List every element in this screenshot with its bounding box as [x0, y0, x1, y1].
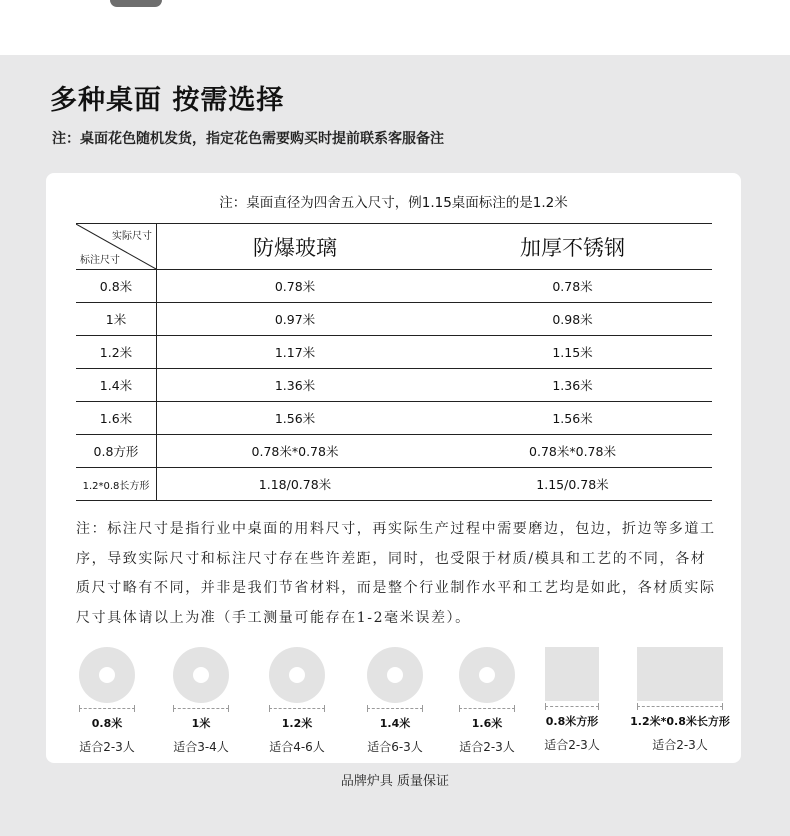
- shape-label: 0.8米: [91, 717, 123, 730]
- dimension-line: [459, 708, 515, 715]
- table-row: [76, 468, 712, 501]
- rectangle-table-icon: [637, 647, 723, 701]
- shape-label: 1.6米: [471, 717, 503, 730]
- corner-actual-label: 实际尺寸: [112, 231, 152, 242]
- shape-label: 0.8米方形: [545, 715, 599, 728]
- dimension-line: [367, 708, 423, 715]
- round-table-icon: [79, 647, 135, 703]
- table-row: [76, 435, 712, 468]
- round-table-icon: [367, 647, 423, 703]
- color-note: 注：桌面花色随机发货，指定花色需要购买时提前联系客服备注: [52, 131, 444, 147]
- shape-item-0.8: [72, 647, 142, 755]
- steel-size: 0.78米*0.78米: [433, 435, 712, 468]
- round-table-icon: [269, 647, 325, 703]
- shape-label: 1.4米: [379, 717, 411, 730]
- glass-size: 1.18/0.78米: [157, 468, 434, 501]
- row-label: 1.2米: [76, 336, 157, 369]
- shape-item-1: [166, 647, 236, 755]
- shape-capacity: 适合4-6人: [269, 740, 325, 754]
- dimension-line: [173, 708, 229, 715]
- steel-size: 0.78米: [433, 270, 712, 303]
- dimension-line: [269, 708, 325, 715]
- column-header-glass: 防爆玻璃: [157, 224, 434, 270]
- shape-label: 1.2米: [281, 717, 313, 730]
- row-label: 0.8方形: [76, 435, 157, 468]
- row-label: 1米: [76, 303, 157, 336]
- column-header-steel: 加厚不锈钢: [433, 224, 712, 270]
- corner-cell: [76, 224, 157, 270]
- shape-item-1.6: [452, 647, 522, 755]
- glass-size: 0.78米*0.78米: [157, 435, 434, 468]
- top-smudge: [110, 0, 162, 7]
- steel-size: 0.98米: [433, 303, 712, 336]
- row-label: 0.8米: [76, 270, 157, 303]
- row-label: 1.6米: [76, 402, 157, 435]
- row-label: 1.2*0.8长方形: [76, 468, 157, 501]
- glass-size: 0.97米: [157, 303, 434, 336]
- dimension-line: [545, 706, 599, 713]
- steel-size: 1.15米: [433, 336, 712, 369]
- shape-item-rectangle: [622, 647, 738, 753]
- glass-size: 1.56米: [157, 402, 434, 435]
- glass-size: 0.78米: [157, 270, 434, 303]
- table-header-row: [76, 224, 712, 270]
- square-table-icon: [545, 647, 599, 701]
- steel-size: 1.36米: [433, 369, 712, 402]
- shape-capacity: 适合3-4人: [173, 740, 229, 754]
- shape-capacity: 适合2-3人: [79, 740, 135, 754]
- top-strip: [0, 0, 790, 55]
- shape-label: 1米: [191, 717, 211, 730]
- row-label: 1.4米: [76, 369, 157, 402]
- steel-size: 1.56米: [433, 402, 712, 435]
- table-row: [76, 270, 712, 303]
- glass-size: 1.17米: [157, 336, 434, 369]
- brand-slogan: 品牌炉具 质量保证: [340, 774, 450, 789]
- shape-capacity: 适合2-3人: [459, 740, 515, 754]
- size-table: [76, 223, 712, 501]
- table-row: [76, 336, 712, 369]
- page-title: 多种桌面 按需选择: [50, 85, 285, 116]
- dimension-line: [637, 706, 723, 713]
- shape-label: 1.2米*0.8米长方形: [630, 715, 730, 728]
- glass-size: 1.36米: [157, 369, 434, 402]
- steel-size: 1.15/0.78米: [433, 468, 712, 501]
- table-row: [76, 303, 712, 336]
- shape-item-1.2: [262, 647, 332, 755]
- rounding-note: 注：桌面直径为四舍五入尺寸，例1.15桌面标注的是1.2米: [219, 195, 568, 211]
- shape-capacity: 适合6-3人: [367, 740, 423, 754]
- table-row: [76, 369, 712, 402]
- shape-item-1.4: [360, 647, 430, 755]
- corner-nominal-label: 标注尺寸: [80, 255, 120, 266]
- round-table-icon: [173, 647, 229, 703]
- shape-capacity: 适合2-3人: [652, 738, 708, 752]
- dimension-line: [79, 708, 135, 715]
- explanation-paragraph: 注：标注尺寸是指行业中桌面的用料尺寸，再实际生产过程中需要磨边，包边，折边等多道工序，导致实际尺寸和标注尺寸存在些许差距，同时，也受限于材质/模具和工艺的不同，各材质尺寸略有不同，并非是我们节省材料，而是整个行业制作水平和工艺均是如此，各材质实际尺寸具体请以上为准（手工测量可能存在1-2毫米误差）。: [76, 521, 716, 626]
- round-table-icon: [459, 647, 515, 703]
- table-row: [76, 402, 712, 435]
- shape-item-square: [534, 647, 610, 753]
- shape-capacity: 适合2-3人: [544, 738, 600, 752]
- size-card: [46, 173, 741, 763]
